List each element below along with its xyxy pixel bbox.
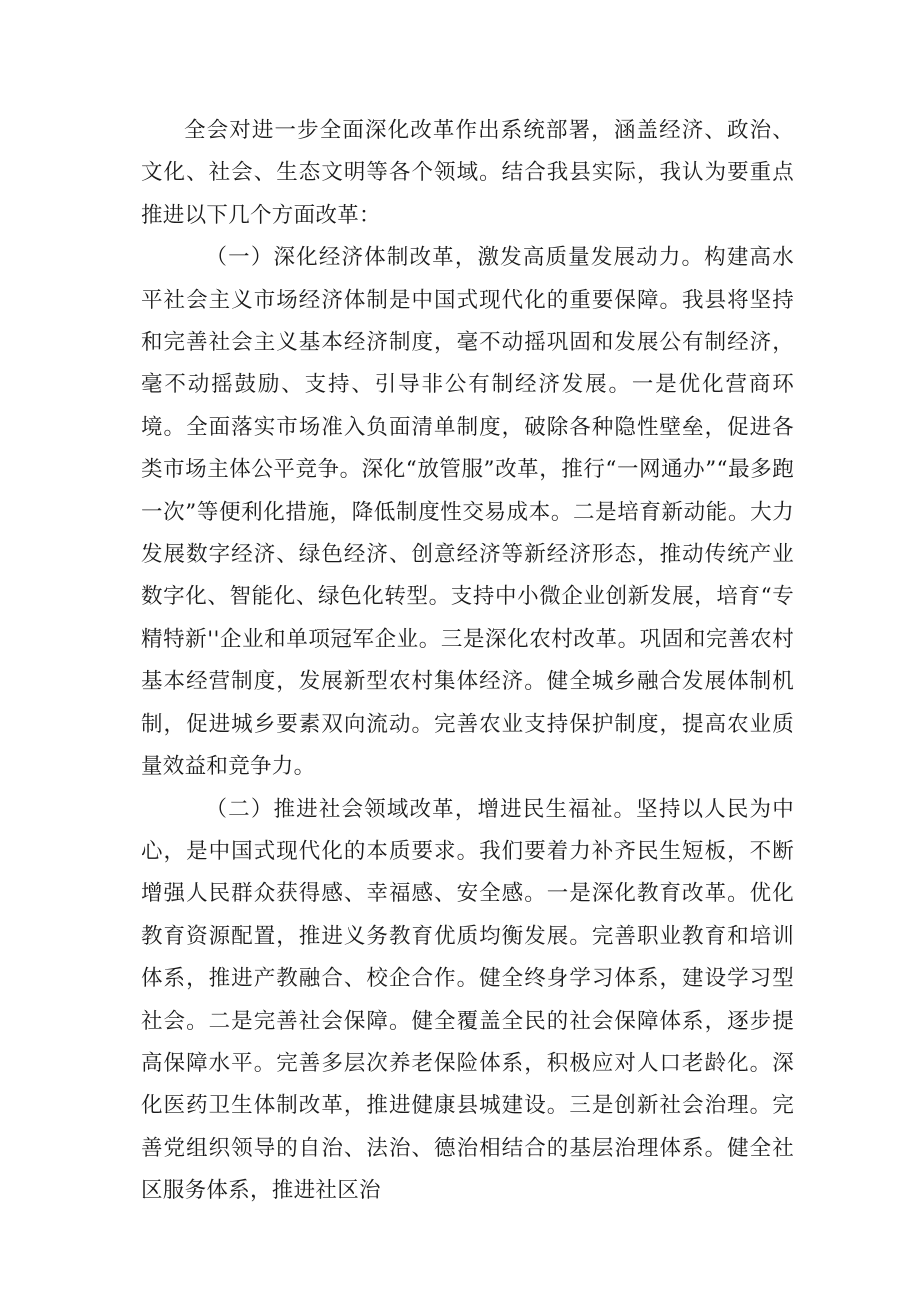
section-one-paragraph: （一）深化经济体制改革，激发高质量发展动力。构建高水平社会主义市场经济体制是中国式现代化的重要保障。我县将坚持和完善社会主义基本经济制度，毫不动摇巩固和发展公有制经济，毫不动摇鼓励、支持、引导非公有制经济发展。一是优化营商环境。全面落实市场准入负面清单制度，破除各种隐性壁垒，促进各类市场主体公平竞争。深化“放管服”改革，推行“一网通办”“最多跑一次”等便利化措施，降低制度性交易成本。二是培育新动能。大力发展数字经济、绿色经济、创意经济等新经济形态，推动传统产业数字化、智能化、绿色化转型。支持中小微企业创新发展，培育“专精特新''企业和单项冠军企业。三是深化农村改革。巩固和完善农村基本经营制度，发展新型农村集体经济。健全城乡融合发展体制机制，促进城乡要素双向流动。完善农业支持保护制度，提高农业质量效益和竞争力。 bbox=[141, 245, 794, 780]
intro-paragraph: 全会对进一步全面深化改革作出系统部署，涵盖经济、政治、文化、社会、生态文明等各个领域。结合我县实际，我认为要重点推进以下几个方面改革： bbox=[141, 118, 794, 228]
section-two-paragraph: （二）推进社会领域改革，增进民生福祉。坚持以人民为中心，是中国式现代化的本质要求。我们要着力补齐民生短板，不断增强人民群众获得感、幸福感、安全感。一是深化教育改革。优化教育资源配置，推进义务教育优质均衡发展。完善职业教育和培训体系，推进产教融合、校企合作。健全终身学习体系，建设学习型社会。二是完善社会保障。健全覆盖全民的社会保障体系，逐步提高保障水平。完善多层次养老保险体系，积极应对人口老龄化。深化医药卫生体制改革，推进健康县城建设。三是创新社会治理。完善党组织领导的自治、法治、德治相结合的基层治理体系。健全社区服务体系，推进社区治 bbox=[141, 796, 794, 1204]
document-body bbox=[141, 110, 794, 1213]
